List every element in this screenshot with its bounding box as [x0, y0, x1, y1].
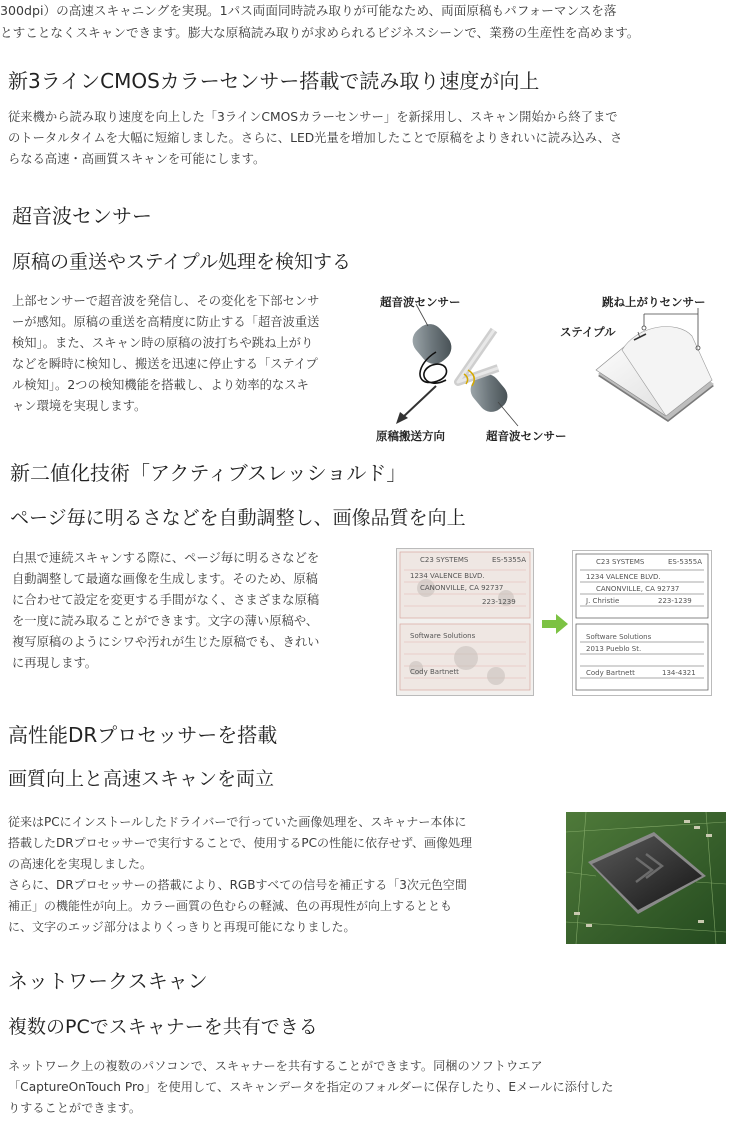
after-street2: 2013 Pueblo St.: [586, 645, 642, 653]
cmos-line: 従来機から読み取り速度を向上した「3ラインCMOSカラーセンサー」を新採用し、スキャン開始から終了まで: [8, 110, 618, 124]
ultrasonic-line: 検知」。また、スキャン時の原稿の波打ちや跳ね上がり: [12, 336, 314, 350]
ultrasonic-line: ャン環境を実現します。: [12, 399, 147, 413]
dr-line: の高速化を実現しました。: [8, 857, 153, 871]
after-city: CANONVILLE, CA 92737: [596, 585, 680, 593]
before-name2: Cody Bartnett: [410, 668, 459, 676]
dr-line: 補正」の機能性が向上。カラー画質の色むらの軽減、色の再現性が向上するととも: [8, 899, 453, 913]
label-upper-sensor: 超音波センサー: [380, 295, 461, 309]
after-num2: 134-4321: [662, 669, 696, 677]
stapled-document-icon: [596, 327, 714, 422]
dr-line: 搭載したDRプロセッサーで実行することで、使用するPCの性能に依存せず、画像処理: [8, 836, 472, 850]
cmos-description: [8, 107, 622, 170]
after-name: J. Christie: [586, 597, 620, 605]
threshold-line: を一度に読み取ることができます。文字の薄い原稿や、: [12, 614, 319, 628]
threshold-line: に合わせて設定を変更する手間がなく、さまざまな原稿: [12, 593, 320, 607]
network-line: 「CaptureOnTouch Pro」を使用して、スキャンデータを指定のフォルダーに保存したり、Eメールに添付した: [8, 1080, 614, 1094]
section-heading-threshold: 新二値化技術「アクティブスレッショルド」: [10, 461, 407, 485]
network-line: ネットワーク上の複数のパソコンで、スキャナーを共有することができます。同梱のソフトウエア: [8, 1059, 543, 1073]
cmos-line: らなる高速・高画質スキャンを可能にします。: [8, 152, 266, 166]
cmos-line: のトータルタイムを大幅に短縮しました。さらに、LED光量を増加したことで原稿をよりきれいに読み込み、さ: [8, 131, 623, 145]
after-name2: Cody Bartnett: [586, 669, 635, 677]
after-street: 1234 VALENCE BLVD.: [586, 573, 661, 581]
section-subheading-ultrasonic: 原稿の重送やステイプル処理を検知する: [12, 251, 351, 273]
threshold-line: 自動調整して最適な画像を生成します。そのため、原稿: [12, 572, 318, 586]
section-heading-ultrasonic: 超音波センサー: [12, 204, 152, 228]
before-document-image: [396, 548, 534, 696]
label-lower-sensor: 超音波センサー: [486, 429, 567, 443]
ultrasonic-line: ル検知」。2つの検知機能を搭載し、より効率的なスキ: [12, 378, 309, 392]
label-feed-direction: 原稿搬送方向: [376, 429, 445, 443]
after-code: ES-5355A: [668, 558, 702, 566]
after-company2: Software Solutions: [586, 633, 652, 641]
before-street: 1234 VALENCE BLVD.: [410, 572, 485, 580]
before-company2: Software Solutions: [410, 632, 476, 640]
network-line: りすることができます。: [8, 1101, 142, 1115]
section-heading-dr: 高性能DRプロセッサーを搭載: [8, 723, 278, 747]
threshold-comparison: [396, 548, 714, 696]
threshold-line: 白黒で連続スキャンする際に、ページ毎に明るさなどを: [12, 551, 320, 565]
arrow-right-icon: [542, 614, 568, 634]
upper-sensor-icon: [407, 318, 457, 369]
ultrasonic-line: ーが感知。原稿の重送を高精度に防止する「超音波重送: [12, 315, 320, 329]
before-city: CANONVILLE, CA 92737: [420, 584, 504, 592]
threshold-line: 複写原稿のようにシワや汚れが生じた原稿でも、きれい: [12, 635, 320, 649]
feed-direction-arrow: [396, 386, 436, 424]
ultrasonic-line: 上部センサーで超音波を発信し、その変化を下部センサ: [12, 294, 320, 308]
before-company: C23 SYSTEMS: [420, 556, 469, 564]
before-num: 223-1239: [482, 598, 516, 606]
section-subheading-threshold: ページ毎に明るさなどを自動調整し、画像品質を向上: [10, 507, 466, 529]
ultrasonic-description: [12, 291, 319, 417]
network-description: [8, 1056, 613, 1119]
section-subheading-network: 複数のPCでスキャナーを共有できる: [8, 1016, 318, 1038]
section-subheading-dr: 画質向上と高速スキャンを両立: [8, 768, 275, 790]
dr-description: [8, 812, 472, 938]
ultrasonic-line: などを瞬時に検知し、搬送を迅速に停止する「ステイプ: [12, 357, 318, 371]
threshold-description: [12, 548, 319, 674]
sensor-illustration: [376, 290, 726, 448]
before-code: ES-5355A: [492, 556, 526, 564]
dr-line: に、文字のエッジ部分はよりくっきりと再現可能になりました。: [8, 920, 356, 934]
dr-line: さらに、DRプロセッサーの搭載により、RGBすべての信号を補正する「3次元色空間: [8, 878, 467, 892]
section-heading-network: ネットワークスキャン: [8, 969, 208, 993]
dr-processor-chip-image: [566, 812, 726, 944]
after-document-image: [572, 550, 712, 696]
intro-line: 300dpi）の高速スキャニングを実現。1パス両面同時読み取りが可能なため、両面原稿もパフォーマンスを落: [0, 3, 617, 18]
sensor-diagram: [376, 290, 726, 448]
label-bounce-sensor: 跳ね上がりセンサー: [602, 295, 706, 309]
label-staple: ステイプル: [560, 325, 616, 339]
dr-line: 従来はPCにインストールしたドライバーで行っていた画像処理を、スキャナー本体に: [8, 815, 467, 829]
section-heading-cmos: 新3ラインCMOSカラーセンサー搭載で読み取り速度が向上: [8, 69, 540, 93]
after-num: 223-1239: [658, 597, 692, 605]
intro-text: [0, 0, 639, 44]
intro-line: とすことなくスキャンできます。膨大な原稿読み取りが求められるビジネスシーンで、業務の生産性を高めます。: [0, 25, 640, 40]
threshold-line: に再現します。: [12, 656, 98, 670]
after-company: C23 SYSTEMS: [596, 558, 645, 566]
